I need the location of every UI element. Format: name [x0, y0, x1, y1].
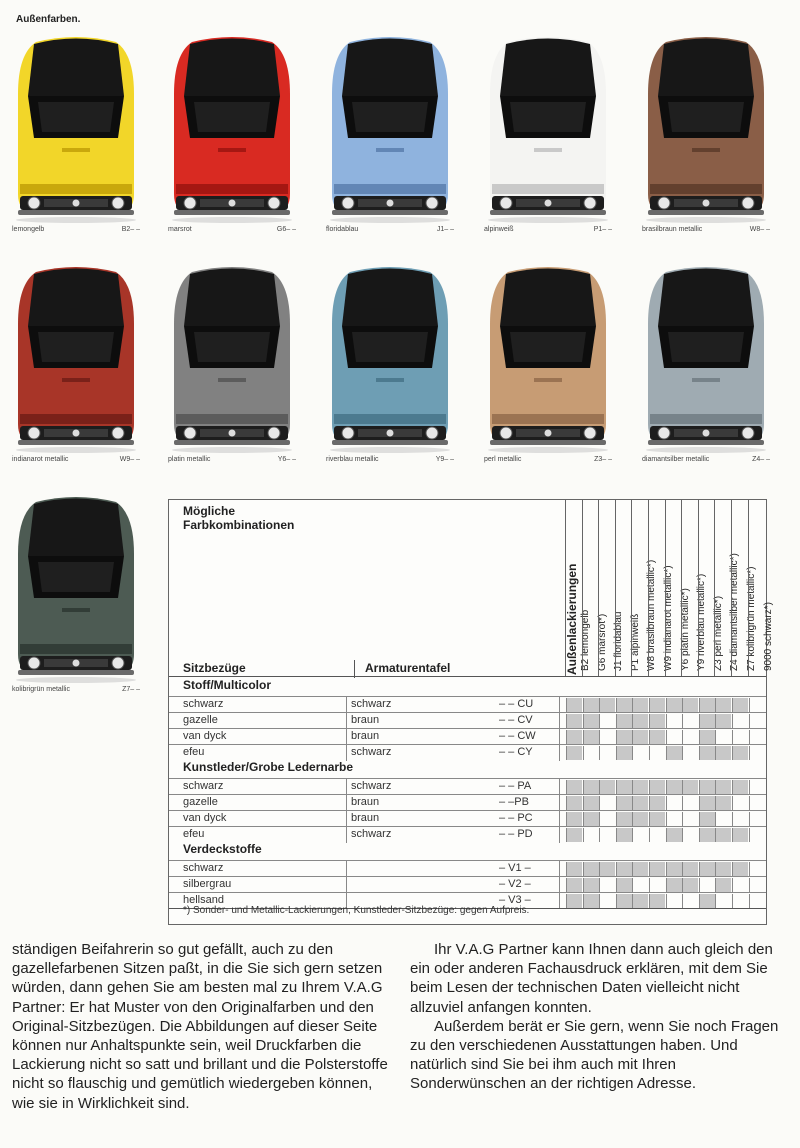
seat-cover: schwarz: [183, 698, 224, 710]
combination-available-cell: [616, 698, 632, 712]
trim-code: – V1 –: [499, 862, 531, 874]
cell-divider: [559, 827, 560, 843]
combination-available-cell: [732, 828, 748, 842]
table-row: [169, 712, 766, 729]
combination-available-cell: [649, 730, 665, 744]
combination-available-cell: [666, 828, 682, 842]
combination-available-cell: [732, 780, 748, 794]
color-name: alpinweiß: [484, 226, 514, 233]
combination-available-cell: [583, 878, 599, 892]
combination-empty-cell: [715, 730, 731, 744]
group-title: Stoff/Multicolor: [183, 678, 271, 692]
car-swatch-w9: [12, 264, 140, 463]
combination-available-cell: [666, 698, 682, 712]
combination-empty-cell: [699, 878, 715, 892]
table-row: [169, 860, 766, 877]
cell-divider: [559, 893, 560, 909]
combination-available-cell: [649, 780, 665, 794]
trim-code: – V2 –: [499, 878, 531, 890]
combination-empty-cell: [666, 730, 682, 744]
combination-available-cell: [666, 862, 682, 876]
combination-empty-cell: [682, 746, 698, 760]
combination-available-cell: [666, 746, 682, 760]
car-swatch-j1: [326, 34, 454, 233]
combination-empty-cell: [599, 714, 615, 728]
combination-available-cell: [616, 714, 632, 728]
combination-available-cell: [616, 862, 632, 876]
combination-available-cell: [649, 812, 665, 826]
column-label: Z7 kolibrigrün metallic*): [746, 566, 757, 671]
combination-available-cell: [616, 812, 632, 826]
combination-available-cell: [566, 730, 582, 744]
color-code: Z3– –: [594, 456, 612, 463]
combination-available-cell: [583, 698, 599, 712]
combination-available-cell: [715, 796, 731, 810]
combination-empty-cell: [682, 894, 698, 908]
combination-empty-cell: [749, 698, 765, 712]
column-header-y9: [681, 500, 708, 676]
combination-available-cell: [666, 780, 682, 794]
combination-empty-cell: [732, 796, 748, 810]
color-name: riverblau metallic: [326, 456, 379, 463]
combination-empty-cell: [749, 828, 765, 842]
column-header-w9: [648, 500, 674, 676]
column-label: Y6 platin metallic*): [679, 588, 691, 671]
body-text-column-2: [410, 940, 790, 1094]
cell-divider: [559, 811, 560, 827]
color-code: Y9– –: [435, 456, 454, 463]
combination-empty-cell: [682, 812, 698, 826]
combination-empty-cell: [599, 894, 615, 908]
color-name: brasilbraun metallic: [642, 226, 703, 233]
header-rule: [169, 676, 766, 677]
combination-available-cell: [566, 812, 582, 826]
paragraph: Ihr V.A.G Partner kann Ihnen dann auch gleich den ein oder anderen Fachausdruck erklären, mit dem Sie beim Lesen der technischen Daten vielleicht nicht allzuviel anfangen konnten.: [410, 941, 773, 1016]
car-swatch-g6: [168, 34, 296, 233]
trim-code: – – CY: [499, 746, 533, 758]
dashboard: schwarz: [351, 746, 392, 758]
paragraph: Außerdem berät er Sie gern, wenn Sie noch Fragen zu den verschiedenen Ausstattungen haben. Und natürlich sind Sie bei ihm auch mit Ihren Sonderwünschen an der richtigen Adresse.: [410, 1017, 779, 1093]
combination-empty-cell: [599, 746, 615, 760]
combination-available-cell: [699, 780, 715, 794]
color-code: Z4– –: [752, 456, 770, 463]
combination-empty-cell: [749, 780, 765, 794]
color-name: kolibrigrün metallic: [12, 686, 70, 693]
car-swatch-z3: [484, 264, 612, 463]
exterior-paint-header: Außenlackierungen: [565, 563, 579, 675]
car-swatch-y6: [168, 264, 296, 463]
combination-available-cell: [566, 780, 582, 794]
cell-divider: [346, 827, 347, 843]
combination-empty-cell: [749, 714, 765, 728]
combination-available-cell: [649, 894, 665, 908]
column-label: W9 indianarot metallic*): [663, 565, 674, 671]
column-header-g6: [582, 500, 608, 676]
combination-empty-cell: [732, 714, 748, 728]
dashboard-header: Armaturentafel: [365, 661, 451, 675]
combination-available-cell: [649, 796, 665, 810]
group-title: Kunstleder/Grobe Ledernarbe: [183, 760, 354, 774]
dashboard: braun: [351, 812, 380, 824]
seat-cover: van dyck: [183, 812, 227, 824]
seat-cover: gazelle: [183, 796, 218, 808]
seat-cover: van dyck: [183, 730, 227, 742]
cell-divider: [559, 697, 560, 713]
cell-divider: [559, 729, 560, 745]
combination-available-cell: [715, 714, 731, 728]
combination-available-cell: [682, 780, 698, 794]
combination-available-cell: [566, 862, 582, 876]
combination-empty-cell: [649, 746, 665, 760]
seat-cover-header: Sitzbezüge: [183, 661, 246, 675]
column-label: Z4 diamantsilber metallic*): [729, 553, 741, 671]
combination-empty-cell: [749, 746, 765, 760]
table-row: [169, 876, 766, 893]
combination-available-cell: [616, 780, 632, 794]
color-name: diamantsilber metallic: [642, 456, 710, 463]
combination-available-cell: [599, 698, 615, 712]
table-row: [169, 728, 766, 745]
trim-code: – – PD: [499, 828, 533, 840]
combination-available-cell: [649, 698, 665, 712]
combination-empty-cell: [682, 796, 698, 810]
combination-empty-cell: [749, 894, 765, 908]
dashboard: schwarz: [351, 828, 392, 840]
column-label: W8 brasilbraun metallic*): [646, 559, 658, 671]
combination-available-cell: [715, 862, 731, 876]
combination-empty-cell: [666, 812, 682, 826]
cell-divider: [346, 861, 347, 877]
combination-empty-cell: [732, 894, 748, 908]
combination-available-cell: [715, 698, 731, 712]
trim-code: – V3 –: [499, 894, 531, 906]
combination-available-cell: [699, 862, 715, 876]
column-header-y6: [665, 500, 691, 676]
combination-available-cell: [632, 894, 648, 908]
combination-available-cell: [699, 894, 715, 908]
combination-empty-cell: [749, 878, 765, 892]
column-header-z4: [714, 500, 741, 676]
trim-code: – – CV: [499, 714, 533, 726]
table-row: [169, 826, 766, 843]
combination-empty-cell: [749, 730, 765, 744]
trim-code: – –PB: [499, 796, 529, 808]
column-header-z7: [731, 500, 757, 676]
color-code: B2– –: [121, 226, 140, 233]
combination-available-cell: [566, 746, 582, 760]
combination-available-cell: [699, 812, 715, 826]
combination-available-cell: [566, 714, 582, 728]
column-label: J1 floridablau: [613, 611, 625, 671]
car-swatch-z7: [12, 494, 140, 693]
table-row: [169, 778, 766, 795]
combination-empty-cell: [749, 812, 765, 826]
column-label: G6 marsrot*): [596, 613, 608, 671]
color-code: W8– –: [749, 226, 770, 233]
footnote: *) Sonder- und Metallic-Lackierungen, Kunstleder-Sitzbezüge: gegen Aufpreis.: [183, 905, 530, 916]
combination-available-cell: [632, 714, 648, 728]
column-header-p1: [615, 500, 641, 676]
column-header-w8: [631, 500, 658, 676]
combination-available-cell: [599, 780, 615, 794]
combination-empty-cell: [682, 714, 698, 728]
combination-empty-cell: [599, 730, 615, 744]
combination-available-cell: [715, 780, 731, 794]
cell-divider: [346, 795, 347, 811]
trim-code: – – CW: [499, 730, 536, 742]
combination-empty-cell: [749, 796, 765, 810]
combination-available-cell: [682, 698, 698, 712]
color-code: G6– –: [276, 226, 296, 233]
combination-available-cell: [699, 828, 715, 842]
combination-available-cell: [732, 746, 748, 760]
cell-divider: [346, 729, 347, 745]
combination-available-cell: [616, 878, 632, 892]
combination-available-cell: [699, 698, 715, 712]
combination-available-cell: [699, 746, 715, 760]
table-row: [169, 696, 766, 713]
trim-code: – – PA: [499, 780, 532, 792]
section-title: Außenfarben.: [16, 14, 81, 25]
combination-available-cell: [632, 698, 648, 712]
column-label: B2 lemongelb: [580, 609, 591, 671]
table-row: [169, 744, 766, 761]
combination-empty-cell: [599, 812, 615, 826]
table-title: Mögliche Farbkombinationen: [183, 504, 295, 532]
cell-divider: [559, 861, 560, 877]
combination-available-cell: [715, 828, 731, 842]
combination-empty-cell: [732, 730, 748, 744]
cell-divider: [346, 811, 347, 827]
combination-available-cell: [715, 878, 731, 892]
cell-divider: [346, 877, 347, 893]
dashboard: schwarz: [351, 698, 392, 710]
table-row: [169, 794, 766, 811]
combination-available-cell: [699, 730, 715, 744]
dashboard: schwarz: [351, 780, 392, 792]
combination-empty-cell: [583, 746, 599, 760]
combination-available-cell: [732, 862, 748, 876]
combination-available-cell: [632, 796, 648, 810]
cell-divider: [346, 697, 347, 713]
combination-available-cell: [632, 812, 648, 826]
table-row: [169, 810, 766, 827]
column-label: Z3 perl metallic*): [712, 595, 724, 671]
combination-available-cell: [566, 796, 582, 810]
combination-available-cell: [616, 746, 632, 760]
car-swatch-b2: [12, 34, 140, 233]
combination-available-cell: [715, 746, 731, 760]
combination-available-cell: [566, 828, 582, 842]
combination-available-cell: [566, 894, 582, 908]
column-header-j1: [598, 500, 625, 676]
combination-available-cell: [583, 780, 599, 794]
combination-available-cell: [682, 862, 698, 876]
color-name: perl metallic: [484, 456, 522, 463]
seat-cover: silbergrau: [183, 878, 232, 890]
dashboard: braun: [351, 730, 380, 742]
combination-empty-cell: [749, 862, 765, 876]
combination-available-cell: [616, 796, 632, 810]
trim-code: – – PC: [499, 812, 533, 824]
combination-empty-cell: [632, 828, 648, 842]
column-label: P1 alpinweiß: [629, 613, 641, 671]
car-swatch-p1: [484, 34, 612, 233]
combination-empty-cell: [715, 812, 731, 826]
combination-empty-cell: [732, 812, 748, 826]
combination-empty-cell: [666, 894, 682, 908]
car-swatch-z4: [642, 264, 770, 463]
combination-available-cell: [666, 878, 682, 892]
combination-empty-cell: [599, 796, 615, 810]
seat-cover: schwarz: [183, 862, 224, 874]
combination-empty-cell: [649, 828, 665, 842]
combination-empty-cell: [599, 878, 615, 892]
color-code: Z7– –: [122, 686, 140, 693]
color-code: J1– –: [436, 226, 454, 233]
cell-divider: [559, 795, 560, 811]
cell-divider: [559, 877, 560, 893]
combination-available-cell: [732, 698, 748, 712]
column-header-9000: [748, 500, 774, 676]
dashboard: braun: [351, 796, 380, 808]
combination-empty-cell: [732, 878, 748, 892]
combination-available-cell: [566, 698, 582, 712]
combination-available-cell: [583, 796, 599, 810]
seat-cover: hellsand: [183, 894, 224, 906]
cell-divider: [346, 779, 347, 795]
combination-empty-cell: [682, 828, 698, 842]
combination-empty-cell: [632, 746, 648, 760]
color-name: marsrot: [168, 226, 192, 233]
combination-available-cell: [616, 894, 632, 908]
combination-available-cell: [682, 878, 698, 892]
color-code: W9– –: [119, 456, 140, 463]
seat-cover: efeu: [183, 746, 205, 758]
combination-available-cell: [632, 780, 648, 794]
combination-empty-cell: [583, 828, 599, 842]
combination-empty-cell: [666, 714, 682, 728]
combination-available-cell: [699, 796, 715, 810]
combination-empty-cell: [715, 894, 731, 908]
combination-available-cell: [649, 714, 665, 728]
paragraph: ständigen Beifahrerin so gut gefällt, auch zu den gazellefarbenen Sitzen paßt, in die Sie sich gern setzen würden, dann gehen Sie am besten mal zu Ihrem V.A.G Partner: Er hat Muster von den Originalfarben und den Original-Sitzbezügen. Die Abbildungen auf dieser Seite können nur Anhaltspunkte sein, weil Druckfarben die Lackierung nicht so satt und brillant und die Polsterstoffe nicht so flauschig und gemütlich wiedergeben können, wie sie in Wirklichkeit sind.: [12, 941, 388, 1112]
color-name: platin metallic: [168, 456, 211, 463]
combination-empty-cell: [599, 828, 615, 842]
seat-cover: efeu: [183, 828, 205, 840]
combination-empty-cell: [632, 878, 648, 892]
combination-empty-cell: [666, 796, 682, 810]
column-label: Y9 riverblau metallic*): [696, 573, 708, 671]
combination-available-cell: [616, 730, 632, 744]
combination-available-cell: [649, 862, 665, 876]
body-text-column-1: [12, 940, 392, 1113]
combination-available-cell: [599, 862, 615, 876]
combination-available-cell: [583, 862, 599, 876]
cell-divider: [346, 713, 347, 729]
combination-available-cell: [583, 730, 599, 744]
column-label: 9000 schwarz*): [762, 602, 774, 671]
combination-available-cell: [583, 894, 599, 908]
color-name: lemongelb: [12, 226, 45, 233]
color-combination-table: [168, 499, 774, 925]
color-name: indianarot metallic: [12, 456, 69, 463]
cell-divider: [346, 745, 347, 761]
column-header-z3: [698, 500, 724, 676]
combination-available-cell: [632, 730, 648, 744]
combination-empty-cell: [682, 730, 698, 744]
dashboard: braun: [351, 714, 380, 726]
cell-divider: [559, 779, 560, 795]
column-header-b2: [565, 500, 591, 676]
cell-divider: [559, 745, 560, 761]
cell-divider: [559, 713, 560, 729]
seat-cover: schwarz: [183, 780, 224, 792]
combination-available-cell: [616, 828, 632, 842]
car-swatch-w8: [642, 34, 770, 233]
combination-empty-cell: [649, 878, 665, 892]
trim-code: – – CU: [499, 698, 534, 710]
seat-cover: gazelle: [183, 714, 218, 726]
car-swatch-y9: [326, 264, 454, 463]
color-code: P1– –: [593, 226, 612, 233]
combination-available-cell: [699, 714, 715, 728]
combination-available-cell: [583, 714, 599, 728]
combination-available-cell: [583, 812, 599, 826]
color-name: floridablau: [326, 226, 359, 233]
group-title: Verdeckstoffe: [183, 842, 262, 856]
combination-available-cell: [566, 878, 582, 892]
combination-available-cell: [632, 862, 648, 876]
color-code: Y6– –: [277, 456, 296, 463]
